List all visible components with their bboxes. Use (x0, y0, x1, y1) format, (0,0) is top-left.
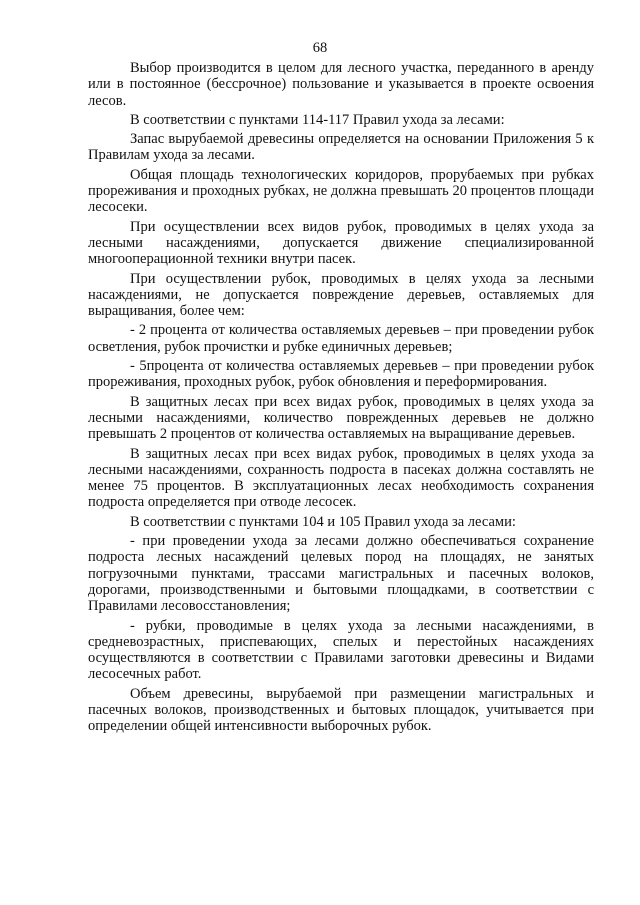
paragraph: В соответствии с пунктами 104 и 105 Правил ухода за лесами: (130, 513, 516, 530)
list-item: - рубки, проводимые в целях ухода за лесными насаждениями, в средневозрастных, приспевающих, спелых и перестойных насаждениях осуществляются в соответствии с Правилами заготовки древесины и Видами лесосечных работ. (88, 617, 594, 683)
paragraph: Выбор производится в целом для лесного участка, переданного в аренду или в постоянное (бессрочное) пользование и указывается в проекте освоения лесов. (88, 60, 594, 109)
list-item: - при проведении ухода за лесами должно обеспечиваться сохранение подроста лесных насаждений целевых пород на площадях, не занятых погрузочными пунктами, трассами магистральных и пасечных волоков, дорогами, производственными и бытовыми площадками, в соответствии с Правилами лесовосстановления; (88, 533, 594, 615)
list-item: - 2 процента от количества оставляемых деревьев – при проведении рубок осветления, рубок прочистки и рубке единичных деревьев; (88, 322, 594, 355)
page-number: 68 (312, 40, 328, 56)
paragraph: В соответствии с пунктами 114-117 Правил ухода за лесами: (130, 111, 505, 128)
list-item: - 5процента от количества оставляемых деревьев – при проведении рубок прореживания, проходных рубок, рубок обновления и переформирования. (88, 358, 594, 391)
paragraph: При осуществлении всех видов рубок, проводимых в целях ухода за лесными насаждениями, допускается движение специализированной многооперационной техники внутри пасек. (88, 218, 594, 268)
paragraph: Объем древесины, вырубаемой при размещении магистральных и пасечных волоков, производственных и бытовых площадок, учитывается при определении общей интенсивности выборочных рубок. (88, 685, 594, 735)
paragraph: В защитных лесах при всех видах рубок, проводимых в целях ухода за лесными насаждениями, сохранность подроста в пасеках должна составлять не менее 75 процентов. В эксплуатационных лесах необходимость сохранения подроста определяется при отводе лесосек. (88, 445, 594, 511)
paragraph: Общая площадь технологических коридоров, прорубаемых при рубках прореживания и проходных рубках, не должна превышать 20 процентов площади лесосеки. (88, 166, 594, 216)
paragraph: Запас вырубаемой древесины определяется на основании Приложения 5 к Правилам ухода за лесами. (88, 131, 594, 164)
paragraph: В защитных лесах при всех видах рубок, проводимых в целях ухода за лесными насаждениями, количество поврежденных деревьев не должно превышать 2 процентов от количества оставляемых на выращивание деревьев. (88, 393, 594, 443)
document-body (88, 60, 594, 735)
paragraph: При осуществлении рубок, проводимых в целях ухода за лесными насаждениями, не допускается повреждение деревьев, оставляемых для выращивания, более чем: (88, 270, 594, 320)
